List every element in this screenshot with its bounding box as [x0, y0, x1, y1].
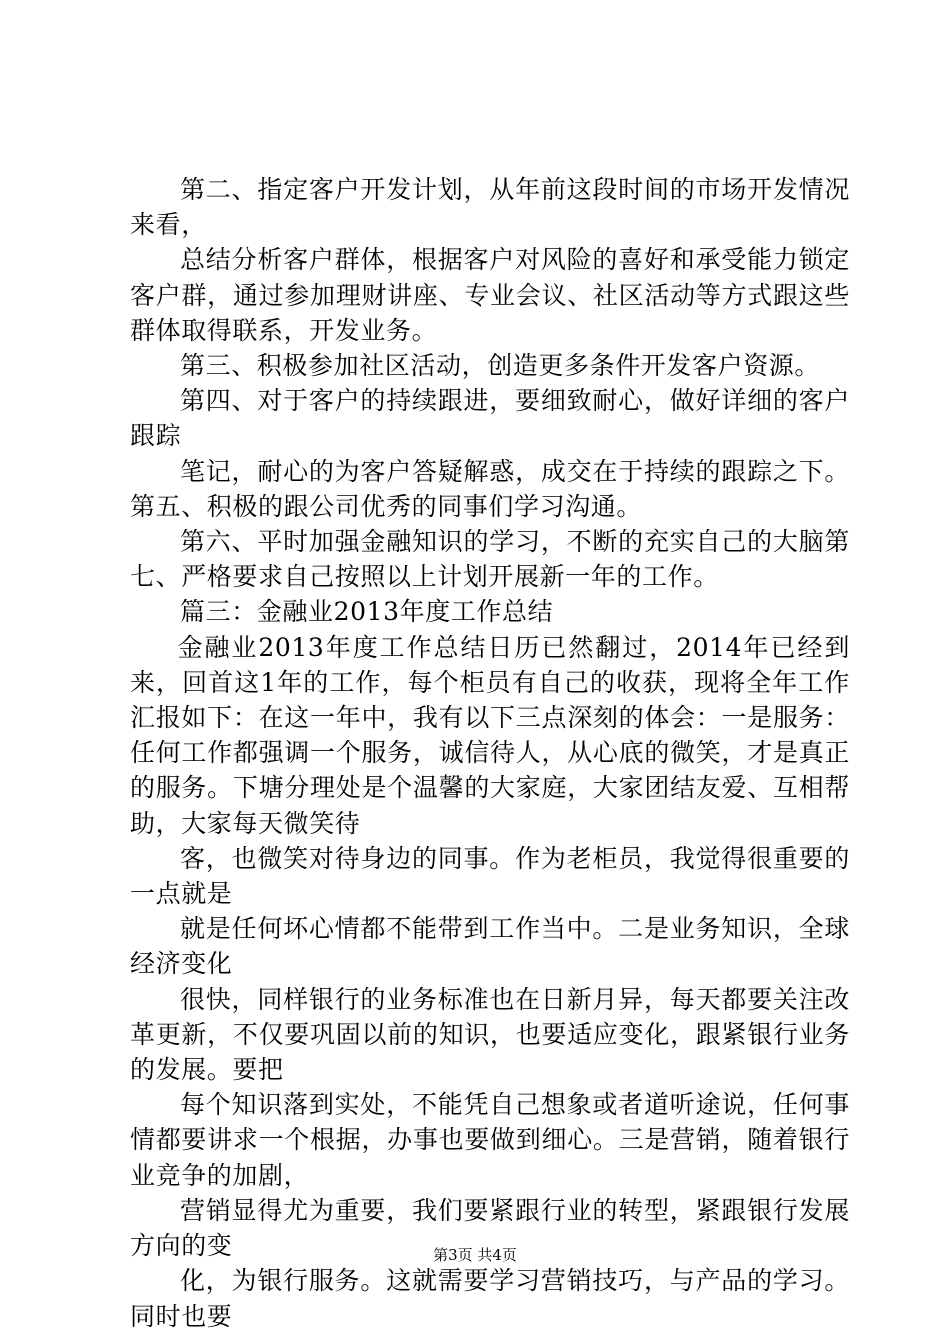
page-number-footer: 第3页 共4页	[433, 1246, 517, 1264]
paragraph: 总结分析客户群体，根据客户对风险的喜好和承受能力锁定客户群，通过参加理财讲座、专业会议、社区活动等方式跟这些群体取得联系，开发业务。	[130, 245, 850, 345]
paragraph: 化，为银行服务。这就需要学习营销技巧，与产品的学习。同时也要	[130, 1266, 850, 1331]
paragraph: 客，也微笑对待身边的同事。作为老柜员，我觉得很重要的一点就是	[130, 843, 850, 909]
paragraph: 第二、指定客户开发计划，从年前这段时间的市场开发情况来看，	[130, 175, 850, 240]
paragraph: 金融业2013年度工作总结日历已然翻过，2014年已经到来，回首这1年的工作，每个柜员有自己的收获，现将全年工作汇报如下：在这一年中，我有以下三点深刻的体会：一是服务：任何工作都强调一个服务，诚信待人，从心底的微笑，才是真正的服务。下塘分理处是个温馨的大家庭，大家团结友爱、互相帮助，大家每天微笑待	[130, 632, 850, 838]
section-heading: 篇三：金融业2013年度工作总结	[180, 597, 554, 627]
paragraph: 很快，同样银行的业务标准也在日新月异，每天都要关注改革更新，不仅要巩固以前的知识，也要适应变化，跟紧银行业务的发展。要把	[130, 984, 850, 1085]
paragraph: 第四、对于客户的持续跟进，要细致耐心，做好详细的客户跟踪	[130, 386, 850, 451]
paragraph: 第六、平时加强金融知识的学习，不断的充实自己的大脑第七、严格要求自己按照以上计划开展新一年的工作。	[130, 527, 850, 592]
paragraph: 就是任何坏心情都不能带到工作当中。二是业务知识，全球经济变化	[130, 914, 850, 979]
document-body	[130, 172, 850, 1334]
paragraph: 笔记，耐心的为客户答疑解惑，成交在于持续的跟踪之下。第五、积极的跟公司优秀的同事们学习沟通。	[130, 456, 850, 521]
paragraph: 营销显得尤为重要，我们要紧跟行业的转型，紧跟银行发展方向的变	[130, 1195, 850, 1261]
paragraph: 第三、积极参加社区活动，创造更多条件开发客户资源。	[180, 351, 821, 381]
paragraph: 每个知识落到实处，不能凭自己想象或者道听途说，任何事情都要讲求一个根据，办事也要做到细心。三是营销，随着银行业竞争的加剧，	[130, 1090, 850, 1190]
